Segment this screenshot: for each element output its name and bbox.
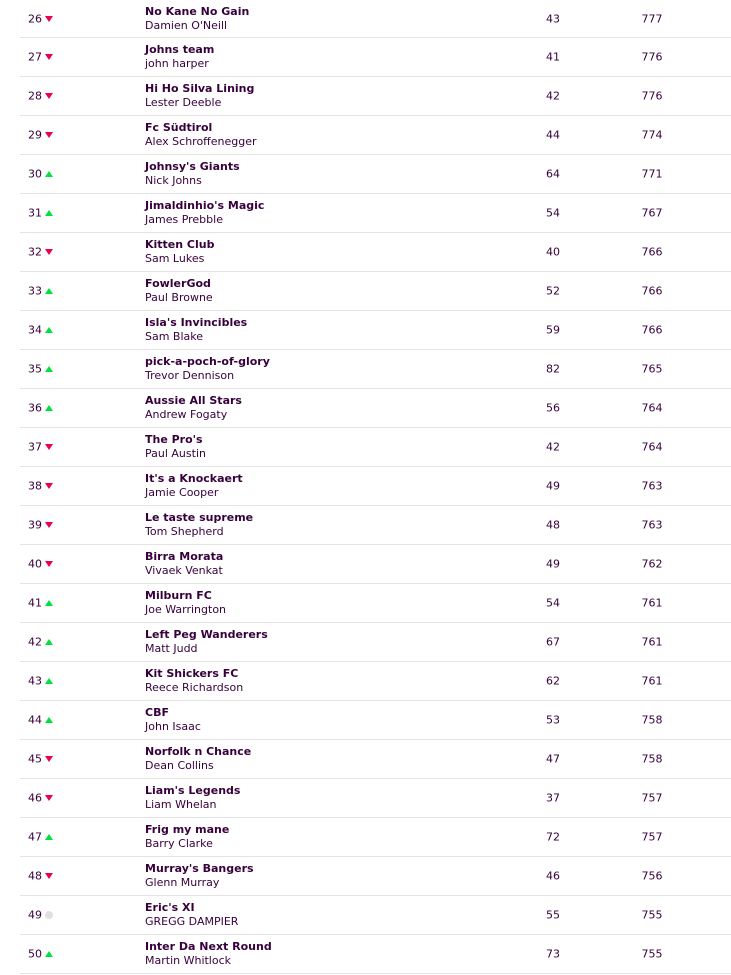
table-row (20, 194, 731, 233)
rank-number: 48 (28, 869, 42, 883)
table-row (20, 818, 731, 857)
total-points: 761 (641, 674, 663, 688)
gameweek-points: 40 (546, 245, 560, 259)
rank-down-icon (45, 443, 53, 451)
gameweek-points: 42 (546, 440, 560, 454)
team-name-link[interactable]: Eric's XI (145, 901, 195, 914)
gameweek-points: 52 (546, 284, 560, 298)
rank-down-icon (45, 755, 53, 763)
rank-number: 26 (28, 12, 42, 25)
total-points: 761 (641, 635, 663, 649)
manager-name: Damien O'Neill (145, 18, 228, 32)
team-cell[interactable] (145, 199, 264, 227)
rank-down-icon (45, 521, 53, 529)
gameweek-points: 54 (546, 206, 560, 220)
rank-down-icon (45, 131, 53, 139)
manager-name: GREGG DAMPIER (145, 915, 239, 928)
total-points: 766 (641, 323, 663, 337)
team-cell[interactable] (145, 316, 247, 344)
rank-down-icon (45, 92, 53, 100)
total-points: 762 (641, 557, 663, 571)
rank-number: 44 (28, 713, 42, 727)
rank-number: 33 (28, 284, 42, 298)
team-cell[interactable] (145, 628, 268, 656)
manager-name: Andrew Fogaty (145, 408, 228, 421)
team-name-link[interactable]: The Pro's (145, 433, 203, 446)
table-row (20, 935, 731, 974)
rank-down-icon (45, 248, 53, 256)
gameweek-points: 59 (546, 323, 560, 337)
team-name-link[interactable]: Isla's Invincibles (145, 316, 248, 329)
table-row (20, 77, 731, 116)
table-row (20, 896, 731, 935)
team-name-link[interactable]: Fc Südtirol (145, 121, 213, 134)
table-row (20, 428, 731, 467)
table-row (20, 155, 731, 194)
manager-name: Martin Whitlock (145, 954, 232, 967)
team-name-link[interactable]: It's a Knockaert (145, 472, 243, 485)
rank-down-icon (45, 872, 53, 880)
team-name-link[interactable]: Norfolk n Chance (145, 745, 252, 758)
gameweek-points: 72 (546, 830, 560, 844)
table-row (20, 584, 731, 623)
manager-name: Trevor Dennison (145, 369, 235, 382)
gameweek-points: 62 (546, 674, 560, 688)
rank-number: 42 (28, 635, 42, 649)
gameweek-points: 46 (546, 869, 560, 883)
manager-name: Sam Blake (145, 330, 204, 343)
rank-number: 35 (28, 362, 42, 376)
team-cell[interactable] (145, 121, 257, 149)
rank-up-icon (45, 677, 53, 685)
table-row (20, 233, 731, 272)
manager-name: Liam Whelan (145, 798, 217, 811)
rank-number: 40 (28, 557, 42, 571)
team-cell[interactable] (145, 277, 213, 305)
table-row (20, 662, 731, 701)
rank-number: 49 (28, 908, 42, 922)
team-cell[interactable] (145, 550, 223, 578)
total-points: 757 (641, 830, 663, 844)
gameweek-points: 56 (546, 401, 560, 415)
team-name-link[interactable]: pick-a-poch-of-glory (145, 355, 270, 368)
rank-number: 30 (28, 167, 42, 181)
total-points: 774 (641, 128, 663, 142)
team-cell[interactable] (145, 511, 253, 539)
team-cell[interactable] (145, 706, 201, 734)
team-cell[interactable] (145, 589, 226, 617)
manager-name: Vivaek Venkat (145, 564, 223, 577)
team-cell[interactable] (145, 745, 251, 773)
gameweek-points: 53 (546, 713, 560, 727)
total-points: 776 (641, 89, 663, 103)
rank-number: 50 (28, 947, 42, 961)
team-name-link[interactable]: Liam's Legends (145, 784, 241, 797)
table-row (20, 389, 731, 428)
rank-number: 47 (28, 830, 42, 844)
team-cell[interactable] (145, 394, 242, 422)
rank-up-icon (45, 404, 53, 412)
team-cell[interactable] (145, 901, 238, 929)
rank-number: 29 (28, 128, 42, 142)
manager-name: John Isaac (145, 720, 201, 733)
rank-up-icon (45, 326, 53, 334)
table-row (20, 116, 731, 155)
team-cell[interactable] (145, 862, 254, 890)
manager-name: Dean Collins (145, 759, 214, 772)
total-points: 758 (641, 713, 663, 727)
gameweek-points: 67 (546, 635, 560, 649)
total-points: 757 (641, 791, 663, 805)
manager-name: Barry Clarke (145, 837, 213, 850)
table-row (20, 272, 731, 311)
rank-number: 41 (28, 596, 42, 610)
total-points: 755 (641, 947, 663, 961)
rank-down-icon (45, 794, 53, 802)
table-row (20, 311, 731, 350)
team-name-link[interactable]: Left Peg Wanderers (145, 628, 268, 641)
rank-up-icon (45, 287, 53, 295)
rank-number: 39 (28, 518, 42, 532)
manager-name: Tom Shepherd (145, 525, 224, 538)
total-points: 766 (641, 284, 663, 298)
total-points: 763 (641, 518, 663, 532)
rank-number: 46 (28, 791, 42, 805)
manager-name: Joe Warrington (145, 603, 227, 616)
team-name-link[interactable]: Inter Da Next Round (145, 940, 272, 953)
rank-up-icon (45, 833, 53, 841)
manager-name: Nick Johns (145, 174, 202, 187)
manager-name: Glenn Murray (145, 876, 220, 889)
team-name-link[interactable]: FowlerGod (145, 277, 211, 290)
standings-table (20, 0, 731, 974)
total-points: 767 (641, 206, 663, 220)
team-name-link[interactable]: Kitten Club (145, 238, 215, 251)
gameweek-points: 73 (546, 947, 560, 961)
total-points: 777 (641, 12, 663, 25)
team-cell[interactable] (145, 5, 249, 33)
table-row (20, 701, 731, 740)
team-cell[interactable] (145, 823, 229, 851)
team-name-link[interactable]: Kit Shickers FC (145, 667, 239, 680)
manager-name: Matt Judd (145, 642, 198, 655)
team-name-link[interactable]: Jimaldinhio's Magic (145, 199, 265, 212)
manager-name: Alex Schroffenegger (145, 135, 257, 148)
team-name-link[interactable]: Aussie All Stars (145, 394, 242, 407)
gameweek-points: 82 (546, 362, 560, 376)
rank-number: 37 (28, 440, 42, 454)
team-cell[interactable] (145, 238, 214, 266)
table-row (20, 779, 731, 818)
rank-up-icon (45, 365, 53, 373)
gameweek-points: 41 (546, 50, 560, 64)
total-points: 758 (641, 752, 663, 766)
table-row (20, 740, 731, 779)
gameweek-points: 44 (546, 128, 560, 142)
gameweek-points: 43 (546, 12, 560, 25)
rank-number: 31 (28, 206, 42, 220)
team-cell[interactable] (145, 43, 214, 71)
team-name-link[interactable]: Frig my mane (145, 823, 230, 836)
total-points: 766 (641, 245, 663, 259)
rank-number: 43 (28, 674, 42, 688)
rank-up-icon (45, 638, 53, 646)
rank-number: 45 (28, 752, 42, 766)
rank-number: 28 (28, 89, 42, 103)
manager-name: Reece Richardson (145, 681, 244, 694)
rank-number: 38 (28, 479, 42, 493)
rank-number: 32 (28, 245, 42, 259)
gameweek-points: 42 (546, 89, 560, 103)
rank-up-icon (45, 599, 53, 607)
manager-name: john harper (145, 57, 209, 70)
rank-up-icon (45, 716, 53, 724)
team-name-link[interactable]: Birra Morata (145, 550, 224, 563)
total-points: 756 (641, 869, 663, 883)
team-cell[interactable] (145, 472, 243, 500)
gameweek-points: 54 (546, 596, 560, 610)
team-cell[interactable] (145, 940, 272, 968)
rank-up-icon (45, 170, 53, 178)
manager-name: James Prebble (145, 213, 223, 226)
gameweek-points: 37 (546, 791, 560, 805)
rank-up-icon (45, 950, 53, 958)
rank-number: 27 (28, 50, 42, 64)
gameweek-points: 49 (546, 557, 560, 571)
table-row (20, 467, 731, 506)
team-name-link[interactable]: Johnsy's Giants (145, 160, 240, 173)
team-name-link[interactable]: No Kane No Gain (145, 4, 250, 18)
total-points: 765 (641, 362, 663, 376)
team-cell[interactable] (145, 355, 270, 383)
rank-down-icon (45, 15, 53, 23)
rank-down-icon (45, 53, 53, 61)
team-name-link[interactable]: Murray's Bangers (145, 862, 254, 875)
table-row (20, 0, 731, 38)
manager-name: Sam Lukes (145, 252, 205, 265)
team-cell[interactable] (145, 667, 243, 695)
team-cell[interactable] (145, 433, 206, 461)
table-row (20, 350, 731, 389)
team-cell[interactable] (145, 784, 240, 812)
total-points: 771 (641, 167, 663, 181)
manager-name: Lester Deeble (145, 96, 222, 109)
manager-name: Paul Austin (145, 447, 206, 460)
team-name-link[interactable]: Hi Ho Silva Lining (145, 82, 255, 95)
manager-name: Paul Browne (145, 291, 213, 304)
gameweek-points: 64 (546, 167, 560, 181)
table-row (20, 506, 731, 545)
table-row (20, 623, 731, 662)
rank-up-icon (45, 209, 53, 217)
rank-same-icon (45, 911, 53, 919)
gameweek-points: 47 (546, 752, 560, 766)
team-cell[interactable] (145, 82, 254, 110)
total-points: 755 (641, 908, 663, 922)
gameweek-points: 49 (546, 479, 560, 493)
table-row (20, 38, 731, 77)
gameweek-points: 55 (546, 908, 560, 922)
team-name-link[interactable]: Johns team (145, 43, 215, 56)
gameweek-points: 48 (546, 518, 560, 532)
total-points: 764 (641, 401, 663, 415)
rank-number: 36 (28, 401, 42, 415)
manager-name: Jamie Cooper (145, 486, 219, 499)
table-row (20, 857, 731, 896)
total-points: 761 (641, 596, 663, 610)
total-points: 764 (641, 440, 663, 454)
rank-number: 34 (28, 323, 42, 337)
team-name-link[interactable]: CBF (145, 706, 169, 719)
team-name-link[interactable]: Le taste supreme (145, 511, 254, 524)
team-cell[interactable] (145, 160, 240, 188)
team-name-link[interactable]: Milburn FC (145, 589, 212, 602)
rank-down-icon (45, 560, 53, 568)
rank-down-icon (45, 482, 53, 490)
total-points: 776 (641, 50, 663, 64)
total-points: 763 (641, 479, 663, 493)
table-row (20, 545, 731, 584)
